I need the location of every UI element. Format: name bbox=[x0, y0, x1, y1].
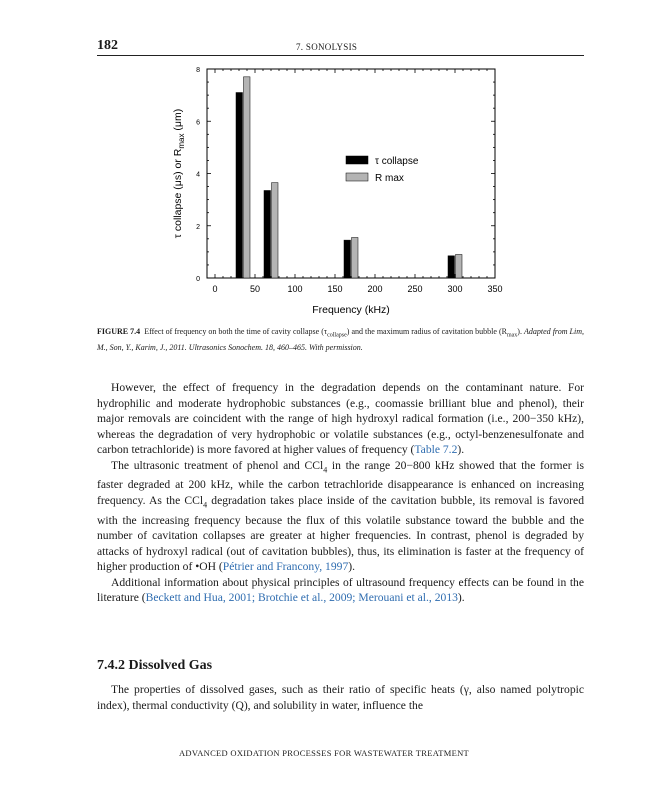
petrier-link[interactable]: Pétrier and Francony, 1997 bbox=[222, 560, 349, 574]
p2-oh: •OH ( bbox=[195, 560, 223, 574]
bar-r-max bbox=[456, 254, 463, 278]
p2-text-b: in the range 20−800 kHz showed that the former is faster degraded at 200 kHz, while the carbon tetrachloride disappearance is enhanced on increasing frequency. As the CCl bbox=[97, 458, 584, 507]
y-tick-label: 2 bbox=[196, 223, 200, 231]
p2-end: ). bbox=[348, 560, 356, 574]
x-tick-label: 0 bbox=[212, 284, 218, 294]
bar-r-max bbox=[272, 183, 279, 278]
paragraph-4: The properties of dissolved gases, such as their ratio of specific heats (γ, also named polytropic index), thermal conductivity (Q), and solubility in water, influence the bbox=[97, 683, 584, 712]
table-7-2-link[interactable]: Table 7.2 bbox=[414, 443, 458, 456]
bar-tau-collapse bbox=[448, 256, 455, 278]
caption-source: Adapted from Lim, M., Son, Y., Karim, J., 2011. Ultrasonics Sonochem. 18, 460–465. With permission. bbox=[97, 327, 584, 352]
body-text bbox=[97, 380, 584, 606]
running-section-title: 7. SONOLYSIS bbox=[296, 42, 358, 52]
bar-r-max bbox=[352, 238, 359, 278]
paragraph-2 bbox=[97, 458, 584, 575]
legend-swatch-tau bbox=[346, 156, 368, 164]
legend-label-tau: τ collapse bbox=[375, 156, 419, 167]
y-axis-title: τ collapse (μs) or $R_{max}$ (μm) bbox=[172, 108, 186, 239]
legend-swatch-rmax bbox=[346, 173, 368, 181]
legend-label-rmax: R max bbox=[375, 173, 404, 184]
x-axis-title: Frequency (kHz) bbox=[312, 304, 390, 316]
literature-links[interactable]: Beckett and Hua, 2001; Brotchie et al., 2009; Merouani et al., 2013 bbox=[145, 591, 458, 605]
bar-tau-collapse bbox=[344, 240, 351, 278]
x-tick-label: 50 bbox=[249, 284, 261, 294]
caption-sub-collapse: collapse bbox=[327, 332, 347, 339]
p3-text: Additional information about physical principles of ultrasound frequency effects can be found in the literature ( bbox=[97, 575, 584, 605]
caption-sub-max: max bbox=[506, 332, 518, 339]
figure-label: FIGURE 7.4 bbox=[97, 327, 141, 336]
x-tick-label: 150 bbox=[327, 284, 343, 294]
page-footer: ADVANCED OXIDATION PROCESSES FOR WASTEWATER TREATMENT bbox=[178, 748, 470, 758]
paragraph-1 bbox=[97, 380, 584, 458]
p2-text-a: The ultrasonic treatment of phenol and CCl bbox=[111, 458, 324, 472]
bar-tau-collapse bbox=[236, 93, 243, 278]
y-tick-label: 0 bbox=[196, 276, 200, 283]
bar-chart bbox=[165, 60, 515, 322]
x-tick-label: 300 bbox=[447, 284, 463, 294]
y-tick-label: 8 bbox=[196, 67, 200, 74]
p2-text-c: degradation takes place inside of the cavitation bubble, its removal is favored with the increasing frequency because the flux of this volatile substance toward the bubble and the number of cavitation collapses are greater at higher frequencies. In contrast, phenol is degraded by attacks of hydroxyl radical (out of cavitation bubbles), thus, its elimination is faster at the frequency of higher production of bbox=[97, 493, 584, 574]
bar-r-max bbox=[244, 77, 251, 278]
paragraph-3 bbox=[97, 575, 584, 606]
page-number: 182 bbox=[97, 38, 118, 53]
section-heading: 7.4.2 Dissolved Gas bbox=[97, 658, 213, 673]
x-tick-label: 100 bbox=[287, 284, 303, 294]
x-tick-label: 250 bbox=[407, 284, 423, 294]
figure-caption bbox=[97, 326, 584, 353]
y-tick-label: 6 bbox=[196, 119, 200, 127]
section-paragraph bbox=[97, 682, 584, 713]
p1-text: However, the effect of frequency in the degradation depends on the contaminant nature. For hydrophilic and moderate hydrophobic substances (e.g., coomassie brilliant blue and phenol), their major removals are coincident with the range of high hydroxyl radical formation (i.e., 200−350 kHz), whereas the degradation of very hydrophobic or volatile substances (e.g., octyl-benzenesulfonate and carbon tetrachloride) is more favored at higher values of frequency ( bbox=[97, 381, 584, 456]
ccl4-subscript: 4 bbox=[203, 500, 208, 510]
x-tick-label: 200 bbox=[367, 284, 383, 294]
header-rule bbox=[97, 55, 584, 56]
y-tick-label: 4 bbox=[196, 171, 200, 179]
bar-tau-collapse bbox=[264, 190, 271, 278]
caption-text: Effect of frequency on both the time of cavity collapse (τ bbox=[144, 327, 328, 336]
caption-mid: ) and the maximum radius of cavitation bubble (R bbox=[346, 327, 507, 336]
p1-end: ). bbox=[457, 443, 465, 456]
x-tick-label: 350 bbox=[487, 284, 503, 294]
p3-end: ). bbox=[457, 591, 465, 605]
ccl4-subscript: 4 bbox=[323, 464, 328, 474]
caption-end: ). bbox=[517, 327, 522, 336]
